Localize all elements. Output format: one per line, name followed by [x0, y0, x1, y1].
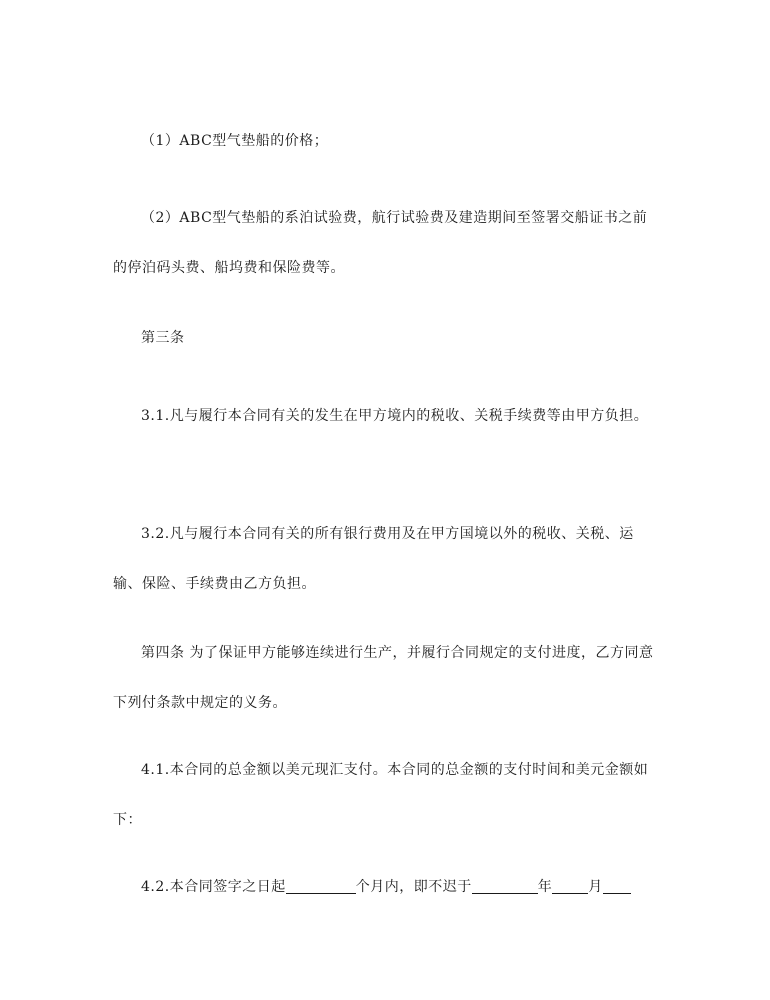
clause-4-1: 4.1.本合同的总金额以美元现汇支付。本合同的总金额的支付时间和美元金额如下：	[113, 762, 649, 828]
blank-day	[603, 879, 631, 894]
clause-4-2	[113, 862, 658, 912]
clause-4-2-text-4: 月	[588, 879, 603, 895]
blank-months	[286, 879, 356, 894]
clause-3-1: 3.1.凡与履行本合同有关的发生在甲方境内的税收、关税手续费等由甲方负担。	[141, 408, 649, 424]
clause-3-2: 3.2.凡与履行本合同有关的所有银行费用及在甲方国境以外的税收、关税、运输、保险、手续费由乙方负担。	[113, 526, 634, 592]
blank-year	[472, 879, 538, 894]
paragraph-price: （1）ABC型气垫船的价格；	[141, 133, 329, 149]
blank-month	[552, 879, 588, 894]
clause-4-2-text-2: 个月内，即不迟于	[355, 879, 472, 895]
clause-4-2-text-3: 年	[537, 879, 553, 895]
article-three-heading: 第三条	[141, 330, 185, 346]
article-four: 第四条 为了保证甲方能够连续进行生产，并履行合同规定的支付进度，乙方同意下列付条款中规定的义务。	[113, 645, 654, 711]
paragraph-test-fees: （2）ABC型气垫船的系泊试验费，航行试验费及建造期间至签署交船证书之前的停泊码头费、船坞费和保险费等。	[113, 210, 648, 276]
clause-4-2-text-1: 4.2.本合同签字之日起	[141, 879, 286, 895]
